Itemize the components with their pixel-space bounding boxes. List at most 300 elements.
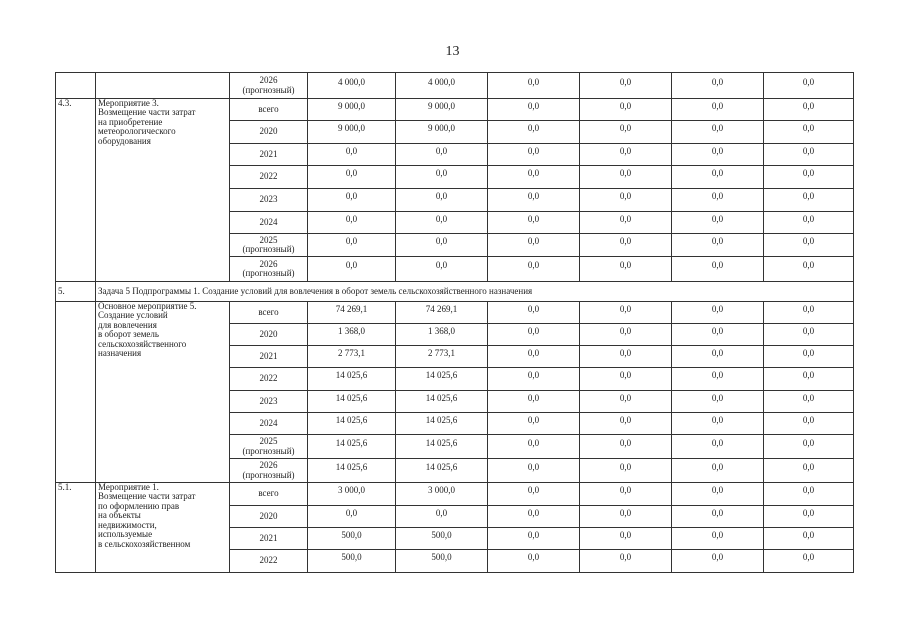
measure-name-line: для вовлечения bbox=[98, 319, 157, 330]
year-label: 2020 bbox=[259, 510, 278, 521]
value-text: 0,0 bbox=[619, 529, 632, 540]
value-text: 0,0 bbox=[802, 552, 815, 563]
value-text: 74 269,1 bbox=[425, 303, 458, 314]
value-text: 14 025,6 bbox=[425, 461, 458, 472]
task-row bbox=[56, 282, 854, 302]
value-cell bbox=[308, 483, 396, 506]
value-text: 14 025,6 bbox=[335, 414, 368, 425]
measure-name-line: Основное мероприятие 5. bbox=[98, 301, 197, 311]
value-cell bbox=[764, 189, 854, 212]
value-cell bbox=[308, 121, 396, 144]
value-text: 0,0 bbox=[619, 260, 632, 271]
value-cell bbox=[672, 346, 764, 368]
value-cell bbox=[672, 435, 764, 459]
value-text: 0,0 bbox=[711, 236, 724, 247]
value-cell bbox=[672, 189, 764, 212]
value-cell bbox=[672, 324, 764, 346]
value-text: 0,0 bbox=[619, 485, 632, 496]
value-text: 14 025,6 bbox=[425, 392, 458, 403]
year-cell bbox=[230, 257, 308, 282]
year-label: 2026 bbox=[259, 75, 278, 86]
value-cell bbox=[764, 346, 854, 368]
value-cell bbox=[488, 189, 580, 212]
value-cell bbox=[764, 324, 854, 346]
value-cell bbox=[308, 166, 396, 189]
value-cell bbox=[580, 166, 672, 189]
year-label: 2022 bbox=[259, 555, 278, 566]
value-text: 0,0 bbox=[711, 414, 724, 425]
value-text: 0,0 bbox=[711, 191, 724, 202]
value-text: 0,0 bbox=[711, 100, 724, 111]
value-cell bbox=[488, 459, 580, 483]
value-text: 14 025,6 bbox=[335, 437, 368, 448]
value-text: 0,0 bbox=[527, 303, 540, 314]
value-text: 0,0 bbox=[435, 260, 448, 271]
value-cell bbox=[672, 99, 764, 121]
value-cell bbox=[488, 413, 580, 435]
value-cell bbox=[308, 212, 396, 234]
value-text: 0,0 bbox=[711, 529, 724, 540]
value-cell bbox=[672, 121, 764, 144]
table-row bbox=[56, 483, 854, 506]
value-text: 0,0 bbox=[527, 213, 540, 224]
value-text: 0,0 bbox=[527, 347, 540, 358]
value-cell bbox=[396, 99, 488, 121]
value-text: 3 000,0 bbox=[428, 485, 455, 496]
value-cell bbox=[488, 257, 580, 282]
value-cell bbox=[764, 234, 854, 257]
table-row bbox=[56, 99, 854, 121]
year-label: всего bbox=[258, 488, 279, 499]
value-text: 0,0 bbox=[802, 437, 815, 448]
year-label: 2024 bbox=[259, 417, 278, 428]
year-label: 2023 bbox=[259, 395, 278, 406]
row-number: 4.3. bbox=[56, 99, 96, 282]
value-text: 0,0 bbox=[345, 191, 358, 202]
measure-name-line: оборудования bbox=[98, 135, 151, 146]
value-text: 0,0 bbox=[802, 145, 815, 156]
value-text: 0,0 bbox=[619, 370, 632, 381]
value-cell bbox=[488, 368, 580, 391]
year-label: 2025 bbox=[259, 234, 278, 245]
table-row bbox=[56, 73, 854, 99]
value-text: 0,0 bbox=[527, 370, 540, 381]
value-text: 0,0 bbox=[802, 260, 815, 271]
value-cell bbox=[308, 413, 396, 435]
value-text: 0,0 bbox=[802, 529, 815, 540]
value-cell bbox=[764, 506, 854, 528]
row-number: 5. bbox=[56, 282, 96, 302]
value-text: 0,0 bbox=[802, 123, 815, 134]
value-text: 0,0 bbox=[711, 507, 724, 518]
value-text: 0,0 bbox=[711, 461, 724, 472]
value-cell bbox=[580, 346, 672, 368]
year-cell bbox=[230, 528, 308, 550]
value-text: 14 025,6 bbox=[335, 461, 368, 472]
value-cell bbox=[308, 391, 396, 413]
value-text: 0,0 bbox=[527, 414, 540, 425]
value-cell bbox=[308, 506, 396, 528]
value-text: 0,0 bbox=[802, 236, 815, 247]
value-cell bbox=[672, 459, 764, 483]
value-text: 500,0 bbox=[341, 529, 362, 540]
value-text: 2 773,1 bbox=[338, 347, 365, 358]
value-text: 0,0 bbox=[711, 123, 724, 134]
value-text: 0,0 bbox=[527, 325, 540, 336]
measure-name-line: Мероприятие 3. bbox=[98, 98, 159, 108]
value-cell bbox=[396, 528, 488, 550]
value-cell bbox=[396, 302, 488, 324]
value-cell bbox=[308, 324, 396, 346]
value-text: 0,0 bbox=[619, 236, 632, 247]
value-cell bbox=[396, 234, 488, 257]
year-cell bbox=[230, 483, 308, 506]
value-cell bbox=[764, 166, 854, 189]
value-text: 3 000,0 bbox=[338, 485, 365, 496]
year-label: (прогнозный) bbox=[242, 445, 295, 456]
value-cell bbox=[580, 368, 672, 391]
value-text: 0,0 bbox=[527, 260, 540, 271]
year-cell bbox=[230, 459, 308, 483]
measure-name-line: используемые bbox=[98, 529, 153, 540]
value-text: 0,0 bbox=[619, 461, 632, 472]
value-cell bbox=[672, 528, 764, 550]
value-text: 1 368,0 bbox=[338, 325, 365, 336]
value-cell bbox=[396, 506, 488, 528]
value-cell bbox=[396, 368, 488, 391]
measure-name bbox=[96, 99, 230, 282]
value-cell bbox=[580, 73, 672, 99]
value-cell bbox=[308, 528, 396, 550]
value-text: 1 368,0 bbox=[428, 325, 455, 336]
value-cell bbox=[396, 166, 488, 189]
measure-name-line: метеорологического bbox=[98, 126, 176, 137]
value-text: 0,0 bbox=[711, 392, 724, 403]
value-text: 0,0 bbox=[802, 392, 815, 403]
value-cell bbox=[672, 73, 764, 99]
year-label: 2026 bbox=[259, 258, 278, 269]
year-label: (прогнозный) bbox=[242, 469, 295, 480]
row-number bbox=[56, 73, 96, 99]
measure-name-line: на приобретение bbox=[98, 116, 163, 127]
value-text: 0,0 bbox=[711, 552, 724, 563]
year-cell bbox=[230, 413, 308, 435]
value-text: 0,0 bbox=[527, 485, 540, 496]
value-text: 0,0 bbox=[435, 145, 448, 156]
value-text: 2 773,1 bbox=[428, 347, 455, 358]
value-text: 14 025,6 bbox=[425, 414, 458, 425]
row-number bbox=[56, 302, 96, 483]
value-cell bbox=[580, 144, 672, 166]
value-text: 0,0 bbox=[619, 100, 632, 111]
value-cell bbox=[580, 324, 672, 346]
value-text: 9 000,0 bbox=[338, 123, 365, 134]
value-text: 0,0 bbox=[619, 76, 632, 87]
value-cell bbox=[396, 391, 488, 413]
value-cell bbox=[580, 121, 672, 144]
year-label: 2020 bbox=[259, 126, 278, 137]
year-cell bbox=[230, 302, 308, 324]
value-cell bbox=[396, 550, 488, 573]
value-text: 0,0 bbox=[802, 461, 815, 472]
year-label: 2026 bbox=[259, 460, 278, 471]
task-title: Задача 5 Подпрограммы 1. Создание условий для вовлечения в оборот земель сельскохозяйственного назначения bbox=[96, 282, 854, 302]
value-cell bbox=[396, 459, 488, 483]
year-label: (прогнозный) bbox=[242, 84, 295, 95]
value-cell bbox=[308, 550, 396, 573]
value-cell bbox=[672, 302, 764, 324]
value-text: 0,0 bbox=[619, 414, 632, 425]
value-cell bbox=[396, 212, 488, 234]
value-text: 0,0 bbox=[527, 168, 540, 179]
value-text: 0,0 bbox=[527, 145, 540, 156]
value-cell bbox=[308, 368, 396, 391]
value-cell bbox=[308, 73, 396, 99]
value-text: 0,0 bbox=[802, 168, 815, 179]
year-cell bbox=[230, 144, 308, 166]
value-text: 9 000,0 bbox=[338, 100, 365, 111]
value-text: 0,0 bbox=[711, 370, 724, 381]
value-text: 0,0 bbox=[711, 168, 724, 179]
value-cell bbox=[764, 99, 854, 121]
year-label: всего bbox=[258, 306, 279, 317]
value-cell bbox=[672, 391, 764, 413]
value-text: 0,0 bbox=[527, 461, 540, 472]
value-text: 0,0 bbox=[711, 437, 724, 448]
value-cell bbox=[488, 550, 580, 573]
value-cell bbox=[488, 144, 580, 166]
value-cell bbox=[488, 166, 580, 189]
value-cell bbox=[488, 391, 580, 413]
value-cell bbox=[764, 413, 854, 435]
value-text: 0,0 bbox=[802, 507, 815, 518]
value-cell bbox=[672, 483, 764, 506]
value-text: 0,0 bbox=[619, 191, 632, 202]
value-text: 0,0 bbox=[345, 213, 358, 224]
measure-name-line: сельскохозяйственного bbox=[98, 338, 187, 349]
value-cell bbox=[672, 257, 764, 282]
value-cell bbox=[580, 257, 672, 282]
value-text: 0,0 bbox=[711, 347, 724, 358]
measure-name bbox=[96, 302, 230, 483]
value-text: 14 025,6 bbox=[425, 437, 458, 448]
row-number: 5.1. bbox=[56, 483, 96, 573]
year-cell bbox=[230, 391, 308, 413]
year-cell bbox=[230, 73, 308, 99]
value-cell bbox=[580, 483, 672, 506]
value-cell bbox=[672, 144, 764, 166]
measure-name-line: в сельскохозяйственном bbox=[98, 538, 191, 549]
value-text: 0,0 bbox=[802, 370, 815, 381]
value-text: 500,0 bbox=[431, 529, 452, 540]
value-cell bbox=[308, 189, 396, 212]
value-cell bbox=[396, 189, 488, 212]
value-cell bbox=[580, 212, 672, 234]
value-cell bbox=[396, 346, 488, 368]
value-text: 0,0 bbox=[711, 325, 724, 336]
measure-name-line: в оборот земель bbox=[98, 329, 159, 340]
value-cell bbox=[308, 459, 396, 483]
value-cell bbox=[764, 302, 854, 324]
value-text: 9 000,0 bbox=[428, 100, 455, 111]
year-cell bbox=[230, 166, 308, 189]
value-cell bbox=[396, 435, 488, 459]
value-cell bbox=[488, 435, 580, 459]
value-cell bbox=[580, 391, 672, 413]
value-cell bbox=[672, 550, 764, 573]
value-text: 0,0 bbox=[345, 236, 358, 247]
value-text: 74 269,1 bbox=[335, 303, 368, 314]
value-text: 0,0 bbox=[527, 529, 540, 540]
value-cell bbox=[396, 324, 488, 346]
year-label: 2021 bbox=[259, 148, 278, 159]
value-text: 0,0 bbox=[527, 100, 540, 111]
value-cell bbox=[672, 212, 764, 234]
year-cell bbox=[230, 189, 308, 212]
value-text: 4 000,0 bbox=[428, 76, 455, 87]
year-cell bbox=[230, 99, 308, 121]
value-text: 14 025,6 bbox=[335, 370, 368, 381]
year-cell bbox=[230, 506, 308, 528]
value-cell bbox=[580, 234, 672, 257]
measure-name-line: по оформлению прав bbox=[98, 500, 180, 511]
value-cell bbox=[488, 528, 580, 550]
value-text: 0,0 bbox=[619, 168, 632, 179]
value-text: 0,0 bbox=[802, 100, 815, 111]
year-label: 2024 bbox=[259, 216, 278, 227]
value-cell bbox=[764, 459, 854, 483]
value-cell bbox=[672, 506, 764, 528]
value-text: 0,0 bbox=[619, 123, 632, 134]
value-text: 14 025,6 bbox=[425, 370, 458, 381]
value-text: 0,0 bbox=[527, 123, 540, 134]
value-text: 0,0 bbox=[619, 213, 632, 224]
value-cell bbox=[580, 189, 672, 212]
value-cell bbox=[396, 73, 488, 99]
value-cell bbox=[764, 550, 854, 573]
measure-name-line: Возмещение части затрат bbox=[98, 107, 196, 118]
value-cell bbox=[764, 212, 854, 234]
value-text: 0,0 bbox=[527, 392, 540, 403]
year-cell bbox=[230, 346, 308, 368]
value-text: 0,0 bbox=[619, 347, 632, 358]
value-cell bbox=[396, 483, 488, 506]
value-text: 0,0 bbox=[619, 552, 632, 563]
value-cell bbox=[308, 99, 396, 121]
value-text: 0,0 bbox=[619, 145, 632, 156]
value-cell bbox=[580, 506, 672, 528]
page-number: 13 bbox=[445, 44, 460, 59]
measure-name-line: на объекты bbox=[98, 510, 141, 521]
value-cell bbox=[488, 234, 580, 257]
year-cell bbox=[230, 324, 308, 346]
value-text: 0,0 bbox=[345, 507, 358, 518]
year-label: 2020 bbox=[259, 328, 278, 339]
year-label: всего bbox=[258, 103, 279, 114]
value-text: 0,0 bbox=[619, 392, 632, 403]
value-cell bbox=[580, 302, 672, 324]
value-text: 0,0 bbox=[802, 191, 815, 202]
value-cell bbox=[580, 99, 672, 121]
value-text: 0,0 bbox=[435, 213, 448, 224]
year-label: 2023 bbox=[259, 194, 278, 205]
value-text: 0,0 bbox=[345, 260, 358, 271]
value-text: 0,0 bbox=[802, 303, 815, 314]
value-cell bbox=[580, 435, 672, 459]
value-cell bbox=[488, 483, 580, 506]
value-cell bbox=[764, 391, 854, 413]
value-text: 0,0 bbox=[435, 236, 448, 247]
value-text: 0,0 bbox=[435, 168, 448, 179]
value-cell bbox=[488, 99, 580, 121]
value-cell bbox=[308, 435, 396, 459]
year-cell bbox=[230, 212, 308, 234]
measure-name-line: недвижимости, bbox=[98, 519, 157, 530]
value-cell bbox=[488, 302, 580, 324]
value-text: 0,0 bbox=[435, 191, 448, 202]
year-cell bbox=[230, 550, 308, 573]
value-cell bbox=[396, 121, 488, 144]
value-cell bbox=[580, 413, 672, 435]
measure-name-line: Создание условий bbox=[98, 310, 168, 321]
year-cell bbox=[230, 368, 308, 391]
value-text: 0,0 bbox=[619, 507, 632, 518]
value-text: 500,0 bbox=[341, 552, 362, 563]
value-text: 0,0 bbox=[619, 437, 632, 448]
value-cell bbox=[488, 506, 580, 528]
value-cell bbox=[396, 413, 488, 435]
year-label: (прогнозный) bbox=[242, 268, 295, 278]
measure-name-line: Мероприятие 1. bbox=[98, 482, 159, 492]
value-text: 0,0 bbox=[527, 191, 540, 202]
value-cell bbox=[308, 302, 396, 324]
value-text: 0,0 bbox=[711, 303, 724, 314]
value-cell bbox=[580, 550, 672, 573]
value-text: 9 000,0 bbox=[428, 123, 455, 134]
year-label: (прогнозный) bbox=[242, 244, 295, 254]
value-text: 0,0 bbox=[619, 303, 632, 314]
budget-table bbox=[55, 72, 854, 573]
value-text: 4 000,0 bbox=[338, 76, 365, 87]
value-cell bbox=[308, 257, 396, 282]
value-text: 0,0 bbox=[711, 76, 724, 87]
value-cell bbox=[580, 459, 672, 483]
value-text: 0,0 bbox=[711, 213, 724, 224]
measure-name-line: назначения bbox=[98, 348, 142, 359]
value-cell bbox=[396, 257, 488, 282]
value-cell bbox=[488, 73, 580, 99]
value-text: 0,0 bbox=[711, 485, 724, 496]
measure-name bbox=[96, 483, 230, 573]
value-text: 0,0 bbox=[527, 76, 540, 87]
value-cell bbox=[672, 234, 764, 257]
year-label: 2022 bbox=[259, 171, 278, 182]
value-text: 0,0 bbox=[802, 325, 815, 336]
value-cell bbox=[764, 73, 854, 99]
value-text: 0,0 bbox=[802, 485, 815, 496]
value-text: 0,0 bbox=[802, 347, 815, 358]
value-cell bbox=[488, 346, 580, 368]
year-cell bbox=[230, 234, 308, 257]
value-text: 0,0 bbox=[527, 437, 540, 448]
value-cell bbox=[396, 144, 488, 166]
year-label: 2021 bbox=[259, 350, 278, 361]
value-text: 0,0 bbox=[527, 507, 540, 518]
value-text: 0,0 bbox=[527, 236, 540, 247]
value-text: 0,0 bbox=[345, 168, 358, 179]
value-cell bbox=[308, 346, 396, 368]
table-row bbox=[56, 302, 854, 324]
